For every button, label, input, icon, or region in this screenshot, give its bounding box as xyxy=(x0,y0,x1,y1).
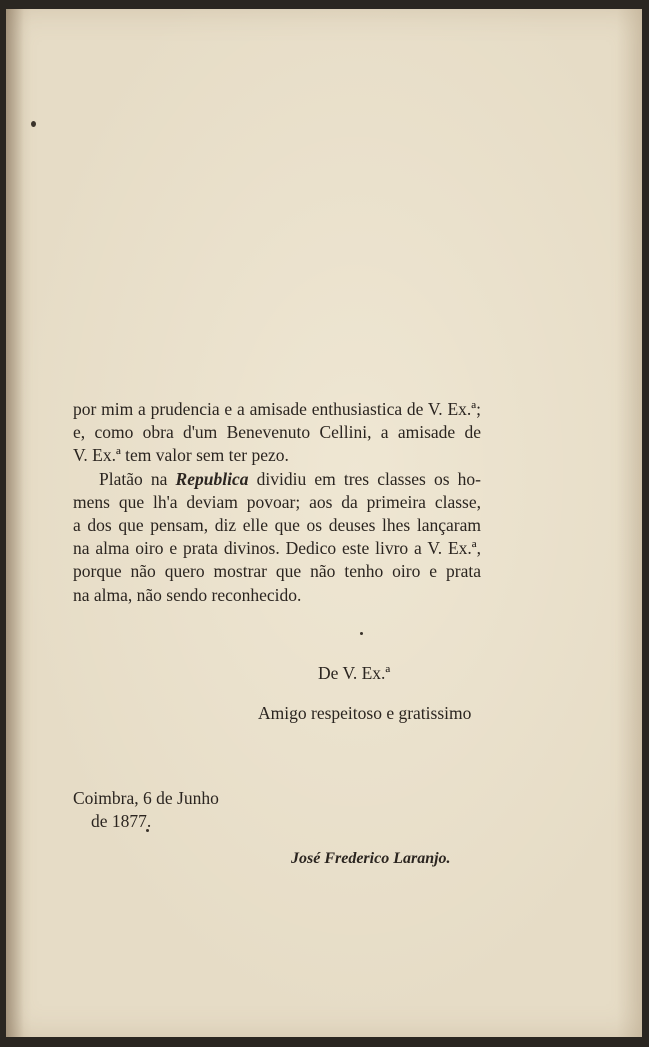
text-line: a dos que pensam, diz elle que os deuses lhes lançaram xyxy=(73,515,481,536)
place-line: Coimbra, 6 de Junho xyxy=(73,788,219,808)
dedication-text xyxy=(73,398,481,607)
ink-speck xyxy=(360,632,363,635)
author-signature: José Frederico Laranjo. xyxy=(291,850,451,867)
paragraph-first-line xyxy=(73,468,481,491)
ink-speck xyxy=(31,121,36,127)
text-line: na alma oiro e prata divinos. Dedico este livro a V. Ex.ª, xyxy=(73,538,481,559)
date-line: de 1877. xyxy=(91,811,152,831)
text-span: dividiu em tres classes os ho- xyxy=(248,468,482,489)
salutation: De V. Ex.ª xyxy=(318,663,391,683)
binding-shadow xyxy=(6,9,24,1037)
text-span: Platão na xyxy=(99,468,176,489)
sign-off: Amigo respeitoso e gratissimo xyxy=(258,703,472,723)
text-line: porque não quero mostrar que não tenho oiro e prata xyxy=(73,561,481,582)
text-line: e, como obra d'um Benevenuto Cellini, a amisade de xyxy=(73,422,481,443)
book-title-republica: Republica xyxy=(175,468,249,489)
text-line: V. Ex.ª tem valor sem ter pezo. xyxy=(73,445,289,466)
text-line: na alma, não sendo reconhecido. xyxy=(73,584,302,605)
text-line: por mim a prudencia e a amisade enthusiastica de V. Ex.ª; xyxy=(73,399,481,419)
text-line: mens que lh'a deviam povoar; aos da primeira classe, xyxy=(73,491,481,512)
